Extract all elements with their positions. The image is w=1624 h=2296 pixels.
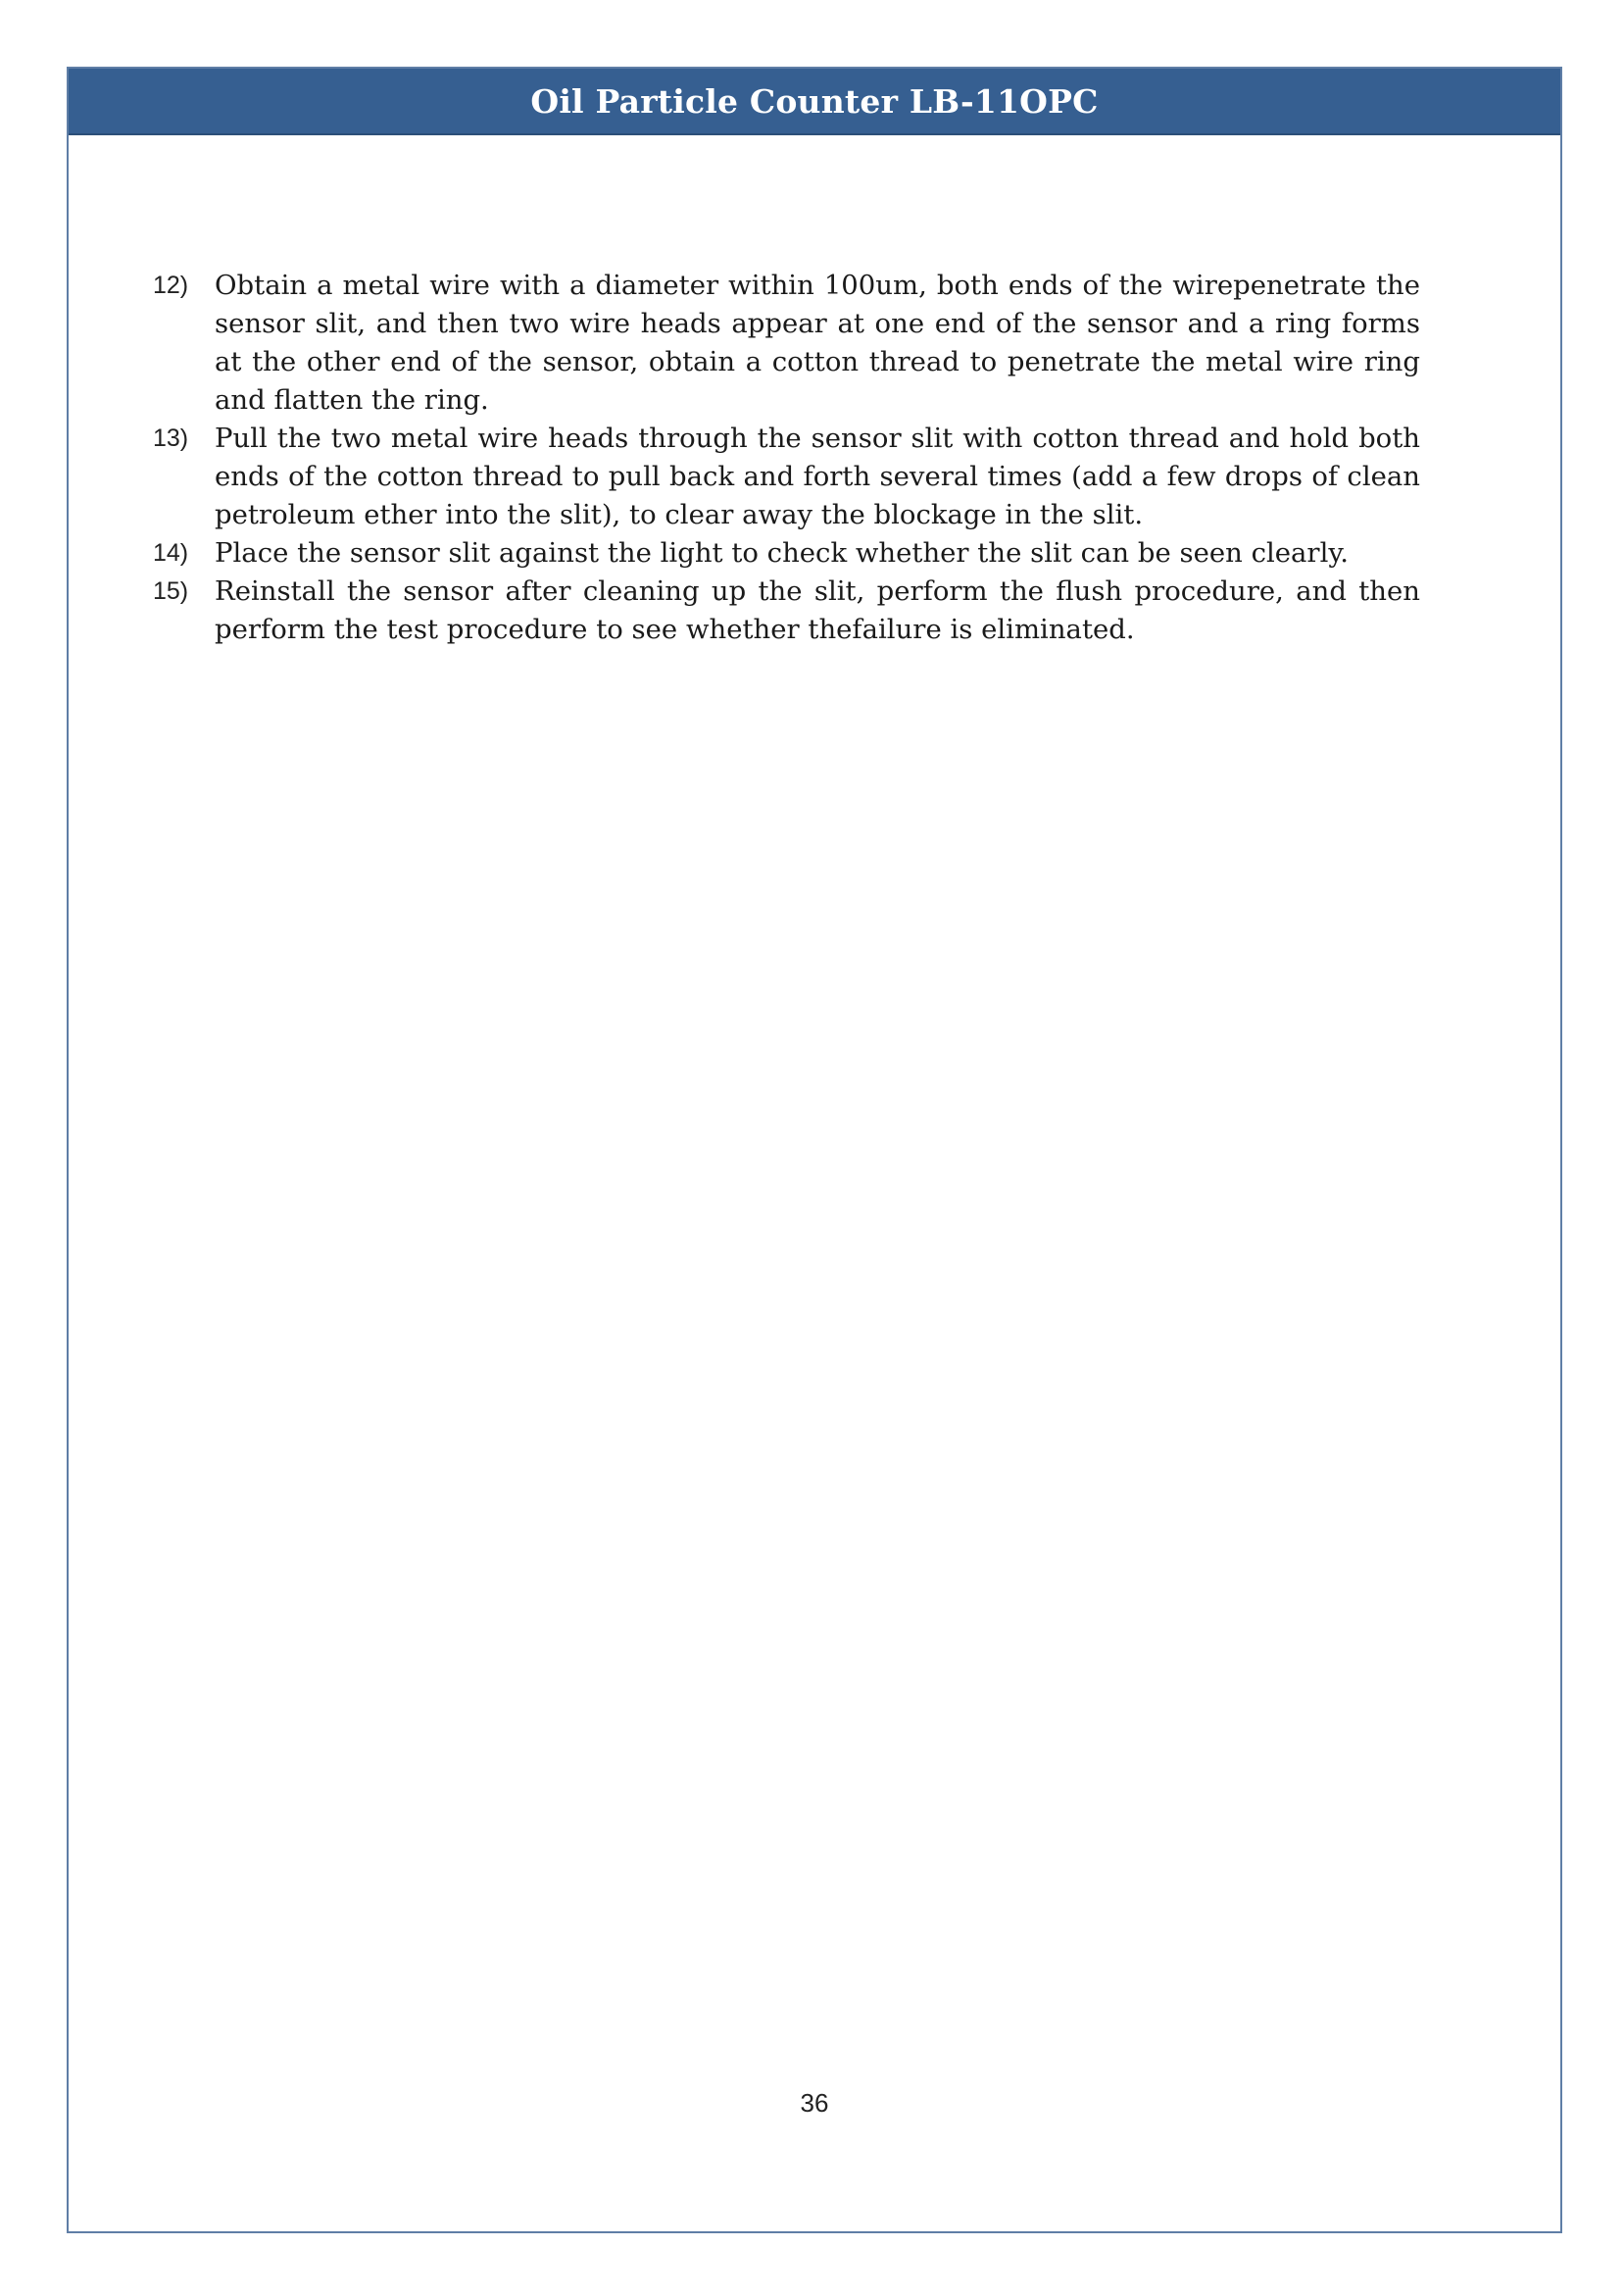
step-item <box>147 267 1500 420</box>
document-title: Oil Particle Counter LB-11OPC <box>530 81 1099 121</box>
page-number: 36 <box>800 2088 829 2118</box>
step-item <box>147 573 1500 649</box>
procedure-steps <box>147 267 1500 649</box>
step-number: 14) <box>153 539 189 567</box>
step-text: Place the sensor slit against the light to check whether the slit can be seen clearly. <box>215 537 1350 569</box>
step-number: 13) <box>153 424 189 452</box>
step-number: 15) <box>153 577 189 605</box>
step-item <box>147 420 1500 534</box>
step-text: Pull the two metal wire heads through the sensor slit with cotton thread and hold both ends of the cotton thread to pull back and forth several times (add a few drops of clean petroleum ether into the slit), to clear away the blockage in the slit. <box>215 423 1420 530</box>
step-text: Obtain a metal wire with a diameter within 100um, both ends of the wirepenetrate the sensor slit, and then two wire heads appear at one end of the sensor and a ring forms at the other end of the sensor, obtain a cotton thread to penetrate the metal wire ring and flatten the ring. <box>215 270 1420 416</box>
step-item <box>147 534 1500 573</box>
header-bar <box>69 69 1560 135</box>
step-number: 12) <box>153 272 189 299</box>
step-text: Reinstall the sensor after cleaning up the slit, perform the flush procedure, and then perform the test procedure to see whether thefailure is eliminated. <box>215 575 1420 645</box>
